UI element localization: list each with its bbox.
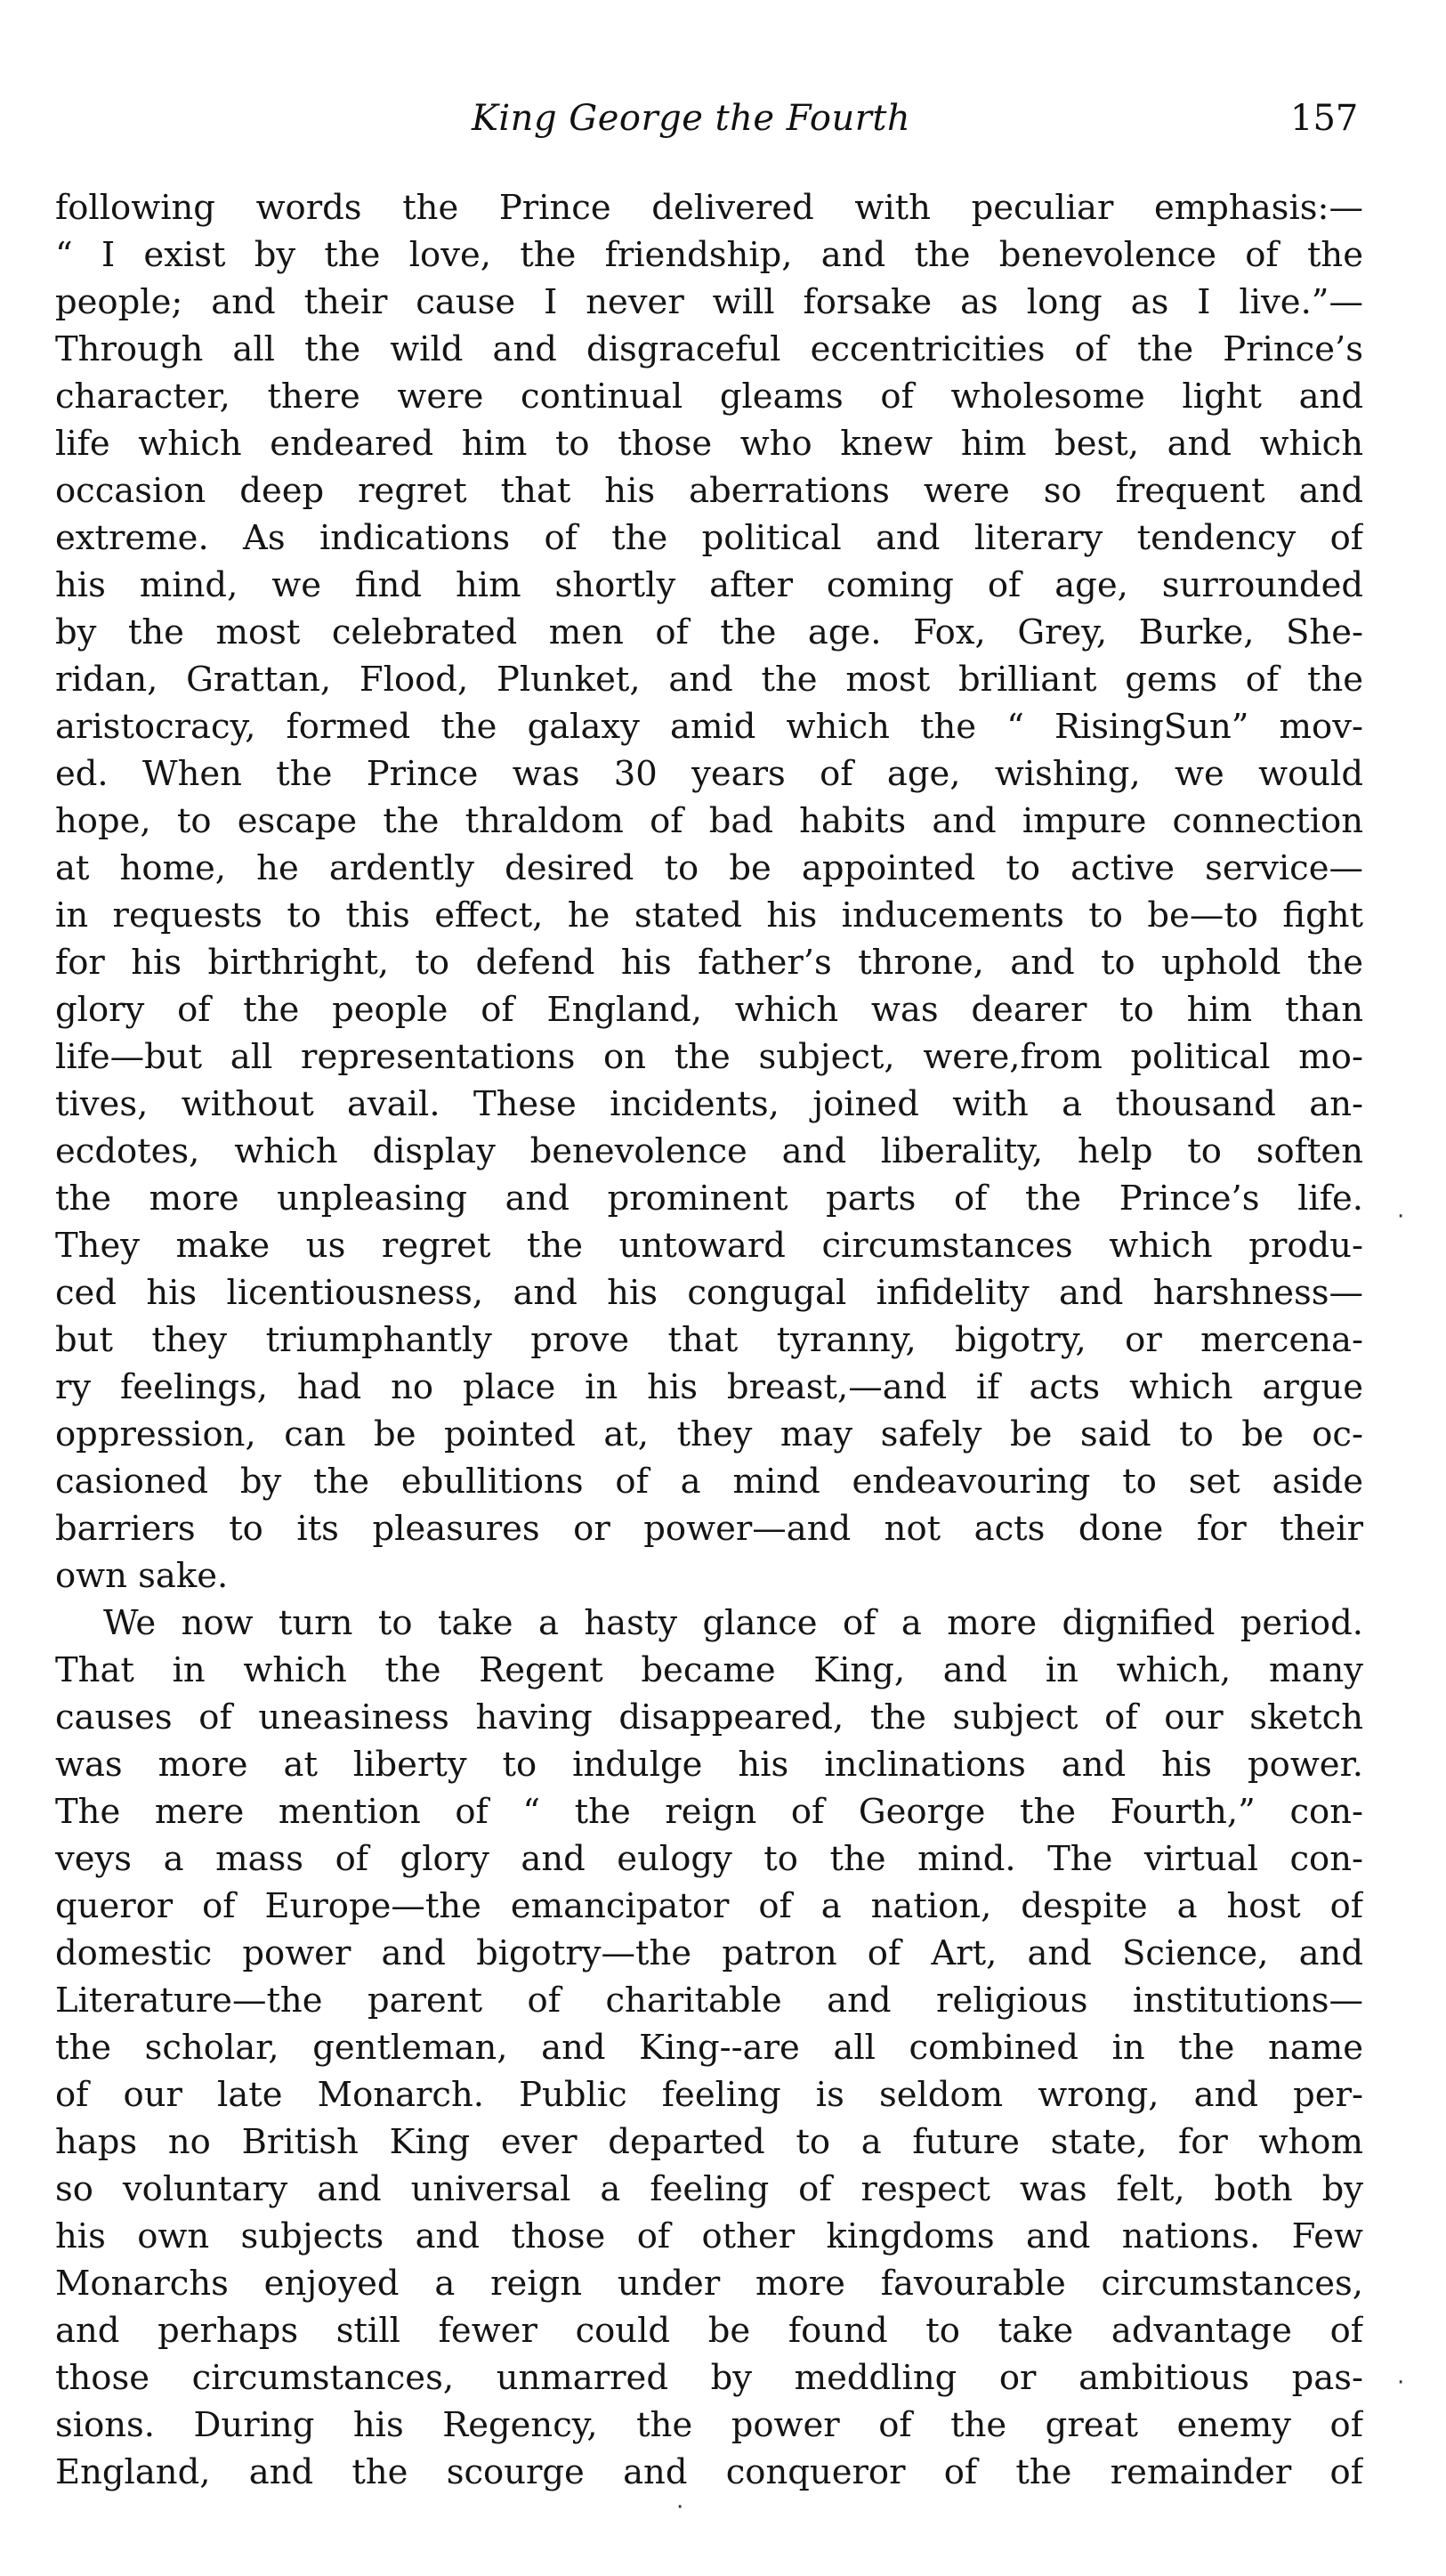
text-line: casioned by the ebullitions of a mind endeavouring to set aside xyxy=(55,1462,1363,1502)
text-line: domestic power and bigotry—the patron of Art, and Science, and xyxy=(55,1933,1363,1973)
text-line: We now turn to take a hasty glance of a more dignified period. xyxy=(103,1603,1363,1643)
text-line: queror of Europe—the emancipator of a nation, despite a host of xyxy=(55,1886,1363,1926)
margin-speck: · xyxy=(1397,1203,1405,1230)
text-line: sions. During his Regency, the power of the great enemy of xyxy=(55,2405,1363,2445)
text-line: ry feelings, had no place in his breast,—and if acts which argue xyxy=(55,1367,1363,1407)
running-head xyxy=(0,98,1446,151)
text-line: character, there were continual gleams of wholesome light and xyxy=(55,377,1363,417)
page-number: 157 xyxy=(1290,98,1359,139)
text-line: his own subjects and those of other kingdoms and nations. Few xyxy=(55,2216,1363,2256)
text-line: at home, he ardently desired to be appointed to active service— xyxy=(55,848,1363,888)
text-line: barriers to its pleasures or power—and not acts done for their xyxy=(55,1509,1363,1549)
text-line: life which endeared him to those who knew him best, and which xyxy=(55,424,1363,464)
text-line: the more unpleasing and prominent parts of the Prince’s life. xyxy=(55,1179,1363,1219)
text-line: oppression, can be pointed at, they may safely be said to be oc- xyxy=(55,1414,1363,1454)
text-line: aristocracy, formed the galaxy amid which the “ RisingSun” mov- xyxy=(55,707,1363,747)
text-line: Through all the wild and disgraceful eccentricities of the Prince’s xyxy=(55,329,1363,369)
text-line: ced his licentiousness, and his congugal infidelity and harshness— xyxy=(55,1273,1363,1313)
margin-speck: · xyxy=(1397,2369,1405,2396)
paragraph-1 xyxy=(55,184,1363,1600)
text-line: but they triumphantly prove that tyranny, bigotry, or mercena- xyxy=(55,1320,1363,1360)
running-title: King George the Fourth xyxy=(472,98,911,139)
text-line: glory of the people of England, which was dearer to him than xyxy=(55,990,1363,1030)
text-line: Literature—the parent of charitable and religious institutions— xyxy=(55,1981,1363,2021)
text-line: ridan, Grattan, Flood, Plunket, and the most brilliant gems of the xyxy=(55,660,1363,700)
text-line: by the most celebrated men of the age. Fox, Grey, Burke, She- xyxy=(55,612,1363,652)
text-line: own sake. xyxy=(55,1556,229,1596)
text-line: for his birthright, to defend his father’s throne, and to uphold the xyxy=(55,943,1363,983)
text-line: extreme. As indications of the political and literary tendency of xyxy=(55,518,1363,558)
text-line: “ I exist by the love, the friendship, and the benevolence of the xyxy=(55,235,1363,275)
text-line: his mind, we find him shortly after coming of age, surrounded xyxy=(55,565,1363,605)
text-line: They make us regret the untoward circumstances which produ- xyxy=(55,1226,1363,1266)
text-line: England, and the scourge and conqueror of the remainder of xyxy=(55,2452,1363,2492)
text-line: life—but all representations on the subject, were,from political mo- xyxy=(55,1037,1363,1077)
text-line: ecdotes, which display benevolence and liberality, help to soften xyxy=(55,1131,1363,1171)
text-line: occasion deep regret that his aberrations were so frequent and xyxy=(55,471,1363,511)
body-text xyxy=(55,184,1363,2496)
text-line: in requests to this effect, he stated his inducements to be—to fight xyxy=(55,895,1363,936)
paragraph-2 xyxy=(55,1600,1363,2496)
text-line: veys a mass of glory and eulogy to the mind. The virtual con- xyxy=(55,1839,1363,1879)
text-line: and perhaps still fewer could be found to take advantage of xyxy=(55,2311,1363,2351)
text-line: the scholar, gentleman, and King--are all combined in the name xyxy=(55,2028,1363,2068)
text-line: hope, to escape the thraldom of bad habits and impure connection xyxy=(55,801,1363,841)
text-line: That in which the Regent became King, and in which, many xyxy=(55,1650,1363,1690)
text-line: Monarchs enjoyed a reign under more favourable circumstances, xyxy=(55,2264,1363,2304)
text-line: ed. When the Prince was 30 years of age, wishing, we would xyxy=(55,754,1363,794)
text-line: people; and their cause I never will forsake as long as I live.”— xyxy=(55,282,1363,322)
margin-speck: · xyxy=(676,2494,684,2521)
text-line: those circumstances, unmarred by meddling or ambitious pas- xyxy=(55,2358,1363,2398)
text-line: was more at liberty to indulge his inclinations and his power. xyxy=(55,1745,1363,1785)
text-line: haps no British King ever departed to a future state, for whom xyxy=(55,2122,1363,2162)
text-line: tives, without avail. These incidents, joined with a thousand an- xyxy=(55,1084,1363,1124)
text-line: following words the Prince delivered with peculiar emphasis:— xyxy=(55,188,1363,228)
text-line: of our late Monarch. Public feeling is seldom wrong, and per- xyxy=(55,2075,1363,2115)
text-line: The mere mention of “ the reign of George the Fourth,” con- xyxy=(55,1792,1363,1832)
text-line: causes of uneasiness having disappeared, the subject of our sketch xyxy=(55,1697,1363,1738)
text-line: so voluntary and universal a feeling of respect was felt, both by xyxy=(55,2169,1363,2209)
